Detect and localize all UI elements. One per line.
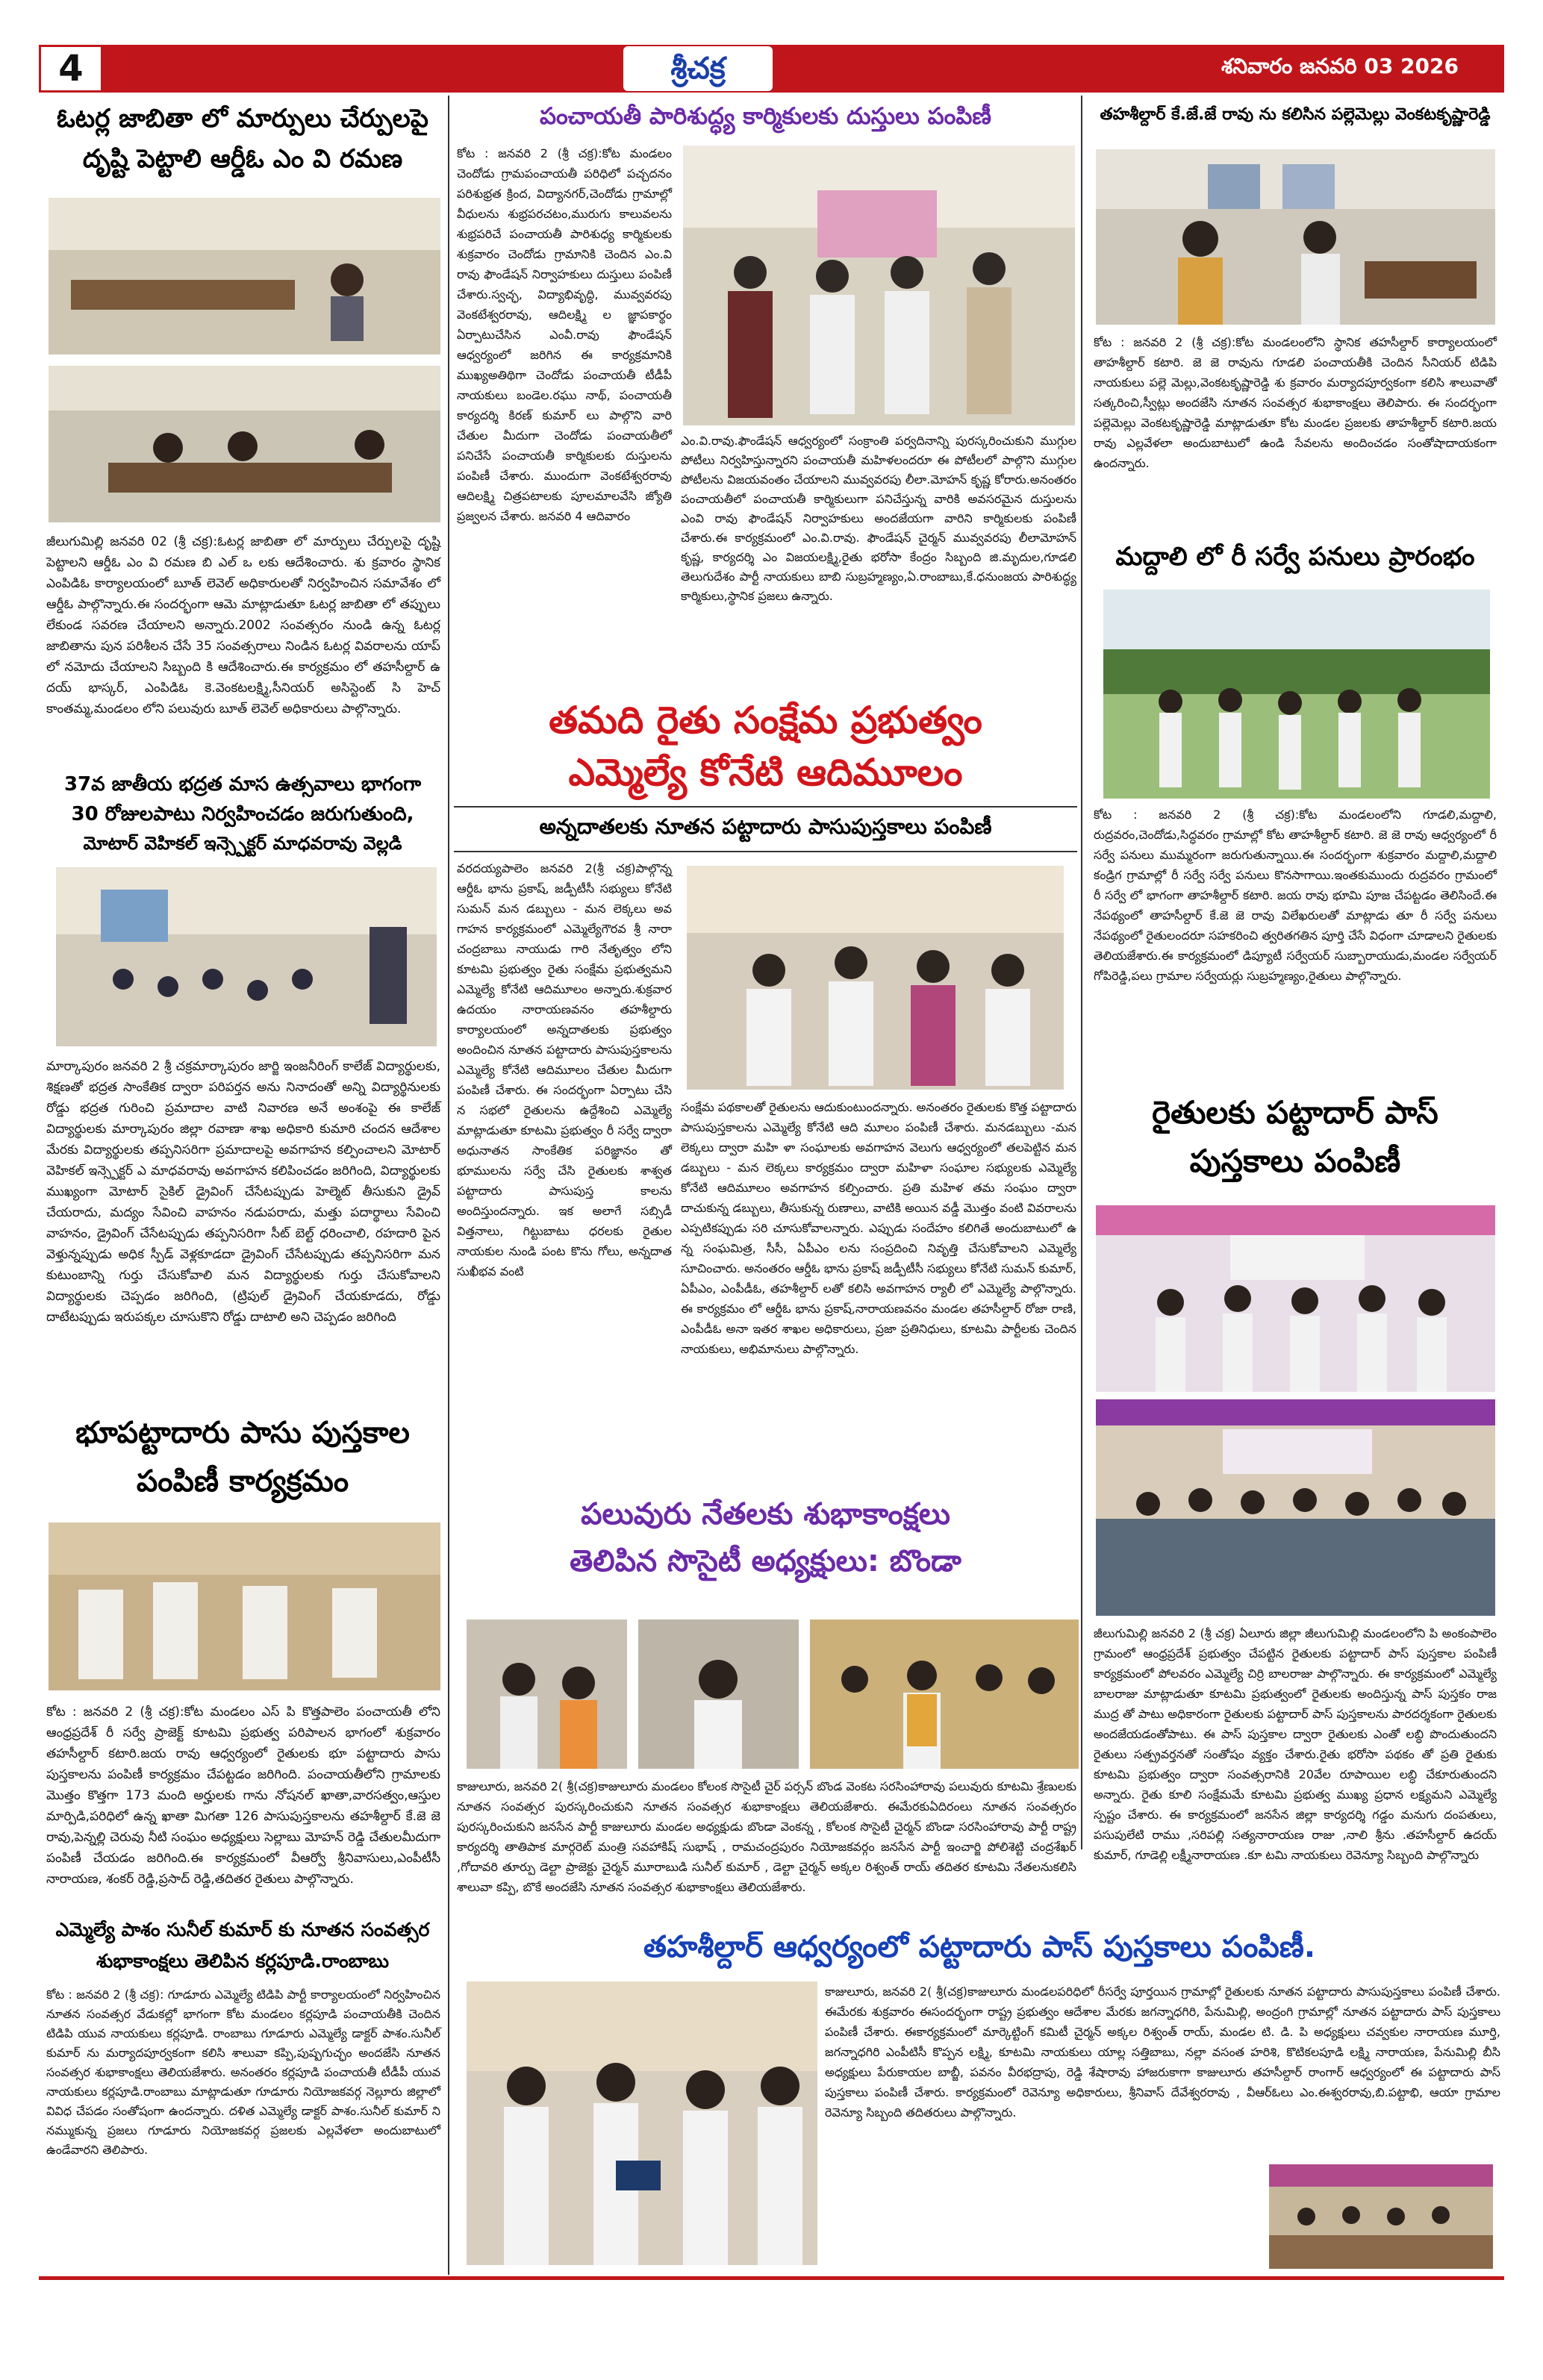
sanitation-caption: ఎం.వి.రావు.ఫౌండేషన్ ఆధ్వర్యంలో సంక్రాంతి పర్వదినాన్ని పురస్కరించుకుని ముగ్గుల పోటీలు నిర్వహిస్తున్నారని పంచాయతీ మహిళలందరూ ఈ పోటీలలో పాల్గొని ముగ్గుల పోటీలను విజయవంతం చేయాలని మువ్వవరపు లీలా.మోహన్ కృష్ణ కోరారు.అనంతరం పంచాయతీలో పంచాయతీ కార్మికులుగా పనిచేస్తున్న వారికి అవసరమైన దుస్తులను ఎంవి రావు ఫౌండేషన్ నిర్వాహకులు అందజేయగా వారిని కార్మికులకు పంపిణీ చేశారు.ఈ కార్యక్రమంలో ఎం.వి.రావు. ఫౌండేషన్ చైర్మన్ మువ్వవరపు లీలామోహన్ కృష్ణ, కార్యదర్శి ఎం విజయలక్ష్మి,రైతు భరోసా కేంద్రం సిబ్బంది జి.మృదుల,గూడలి తెలుగుదేశం పార్టీ నాయకులు బాబి సుబ్రహ్మణ్యం,ఏ.రాంబాబు,కే.ధనుంజయ పారిశుద్ధ్య కార్మికులు,స్థానిక ప్రజలు ఉన్నారు. xyxy=(681,434,1076,603)
logo-text: శ్రీచక్ర xyxy=(670,51,726,86)
welfare-body-left: వరదయ్యపాలెం జనవరి 2(శ్రీ చక్ర)పాల్గొన్న ఆర్డీఓ భాను ప్రకాష్, జడ్పీటీసీ సభ్యులు కోనేటి సుమన్ మన డబ్బులు - మన లెక్కలు అవ గాహన కార్యక్రమంలో ఎమ్మెల్యేగౌరవ శ్రీ నారా చంద్రబాబు నాయుడు గారి నేతృత్వం లోని కూటమి ప్రభుత్వం రైతు సంక్షేమ ప్రభుత్వమని ఎమ్మెల్యే కోనేటి ఆదిమూలం అన్నారు.శుక్రవార ఉదయం నారాయణవనం తహశీల్దారు కార్యాలయంలో అన్నదాతలకు ప్రభుత్వం అందించిన నూతన పట్టాదారు పాసుపుస్తకాలను ఎమ్మెల్యే కోనేటి ఆదిమూలం చేతుల మీదుగా పంపిణీ చేశారు. ఈ సందర్భంగా ఏర్పాటు చేసి న సభలో రైతులను ఉద్దేశించి ఎమ్మెల్యే మాట్లాడుతూ కూటమి ప్రభుత్వం రీ సర్వే ద్వారా అధునాతన సాంకేతిక పరిజ్ఞానం తో భూములను సర్వే చేసి రైతులకు శాశ్వత పట్టాదారు పాసుపుస్త కాలను అందిస్తుందన్నారు. ఇక అలాగే సబ్సిడీ విత్తనాలు, గిట్టుబాటు ధరలకు రైతుల నాయకుల నుండి పంట కొను గోలు, అన్నదాత సుఖీభవ వంటి xyxy=(457,861,672,1278)
welfare-rule-bottom xyxy=(454,851,1077,852)
welfare-rule-top xyxy=(454,806,1077,808)
tahsildar-kota-headline: తహశీల్దార్ కే.జే.జే రావు ను కలిసిన పల్లెమెల్లు వెంకటకృష్ణారెడ్డి xyxy=(1100,105,1491,124)
tahsildar-passbooks-headline: తహశీల్దార్ ఆధ్వర్యంలో పట్టాదారు పాస్ పుస్తకాలు పంపిణీ. xyxy=(643,1930,1316,1964)
sanitation-body: కోట : జనవరి 2 (శ్రీ చక్ర):కోట మండలం చెందోడు గ్రామపంచాయతీ పరిధిలో పచ్చదనం పరిశుభ్రత క్రింద, విద్యానగర్,చెందోడు గ్రామాల్లో వీధులను శుభ్రపరచటం,మురుగు కాలువలను శుభ్రపరిచే పంచాయతీ పారిశుధ్య కార్మికులకు శుక్రవారం చెందోడు గ్రామానికి చెందిన ఎం.వి రావు ఫౌండేషన్ నిర్వాహకులు దుస్తులు పంపిణీ చేశారు.స్వచ్ఛ, విద్యాభివృద్ధి, మువ్వవరపు వెంకటేశ్వరరావు, ఆదిలక్ష్మి ల జ్ఞాపకార్థం ఏర్పాటుచేసిన ఎంవీ.రావు ఫౌండేషన్ ఆధ్వర్యంలో జరిగిన ఈ కార్యక్రమానికి ముఖ్యఅతిథిగా చెందోడు పంచాయతీ టీడీపీ నాయకులు బండెల.రఘు నాథ్, పంచాయతీ కార్యదర్శి కిరణ్ కుమార్ లు పాల్గొని వారి చేతుల మీదుగా చెందోడు పంచాయతీలో పనిచేసే పంచాయతీ కార్మికులకు దుస్తులను పంపిణీ చేశారు. ముందుగా వెంకటేశ్వరరావు ఆదిలక్ష్మి చిత్రపటాలకు పూలమాలవేసి జ్యోతి ప్రజ్వలన చేశారు. జనవరి 4 ఆదివారం xyxy=(457,146,672,523)
farmers-passbooks-body: జీలుగుమిల్లి జనవరి 2 (శ్రీ చక్ర) ఏలూరు జిల్లా జీలుగుమిల్లి మండలంలోని పి అంకంపాలెం గ్రామంలో ఆంధ్రప్రదేశ్ ప్రభుత్వం చేపట్టిన రైతులకు పట్టాదార్ పాస్ పుస్తకాల పంపిణీ కార్యక్రమంలో పోలవరం ఎమ్మెల్యే చిర్రి బాలరాజు పాల్గొన్నారు. ఈ కార్యక్రమంలో ఎమ్మెల్యే బాలరాజు మాట్లాడుతూ కూటమి ప్రభుత్వంలో రైతులకు అందిస్తున్న పాస్ పుస్తకం రాజ ముద్ర తో పాటు అధికారంగా రైతులకు పట్టాదార్ పాస్ పుస్తకాలను పారదర్శకంగా రైతులకు అందజేయడంతోపాటు. ఈ పాస్ పుస్తకాల ద్వారా రైతులకు ఎంతో లబ్ధి పొందుతుందని రైతులు సత్ప్రవర్తనతో సంతోషం వ్యక్తం చేశారు.రైతు భరోసా పథకం తో ప్రతి రైతుకు కూటమి ప్రభుత్వం ద్వారా సంవత్సరానికి 20వేల రూపాయిల లబ్ధి చేకూరుతుందని అన్నారు. రైతు కూలి సంక్షేమమే కూటమి ప్రభుత్వ ముఖ్య ప్రధాన లక్ష్యమని ఎమ్మెల్యే స్పష్టం చేశారు. ఈ కార్యక్రమంలో జనసేన జిల్లా కార్యదర్శి గడ్డం మనుగు దంపతులు, పసుపులేటి రాము ,సరిపల్లి సత్యనారాయణ రాజు ,నాలి శ్రీను .తహసీల్దార్ ఉదయ్ కుమార్, గూడెల్లి లక్ష్మీనారాయణ .కూ టమి నాయకులు రెవెన్యూ సిబ్బంది పాల్గొన్నారు xyxy=(1094,1626,1497,1862)
voters-body: జీలుగుమిల్లి జనవరి 02 (శ్రీ చక్ర):ఓటర్ల జాబితా లో మార్పులు చేర్పులపై దృష్టి పెట్టాలని ఆర్డీఓ ఎం వి రమణ బి ఎల్ ఒ లకు ఆదేశించారు. శు క్రవారం స్థానిక ఎంపిడిఓ కార్యాలయంలో బూత్ లెవెల్ అధికారులతో నిర్వహించిన సమావేశం లో ఆర్డీఓ పాల్గొన్నారు.ఈ సందర్భంగా ఆమె మాట్లాడుతూ ఓటర్ల జాబితా లో తప్పులు లేకుండ సవరణ చేయాలని అన్నారు.2002 సంవత్సరం నుండి ఉన్న ఓటర్ల జాబితాను పున పరిశీలన చేసే 35 సంవత్సరాలు నిండిన ఓటర్ల వివరాలను యాప్ లో నమోదు చేయాలని సిబ్బంది కి ఆదేశించారు.ఈ కార్యక్రమం లో తహసీల్దార్ ఉ దయ్ భాస్కర్, ఎంపిడిఓ కె.వెంకటలక్ష్మి,సీనియర్ అసిస్టెంట్ సి హెచ్ కాంతమ్మ,మండలం లోని పలువురు బూత్ లెవెల్ అధికారులు పాల్గొన్నారు. xyxy=(46,534,440,716)
bhu-passbooks-headline-1: భూపట్టాదారు పాసు పుస్తకాల xyxy=(75,1416,410,1450)
tahsildar-kota-photo xyxy=(1096,149,1495,325)
welfare-body-right: సంక్షేమ పథకాలతో రైతులను ఆదుకుంటుందన్నారు. అనంతరం రైతులకు కొత్త పట్టాదారు పాసుపుస్తకాలను ఎమ్మెల్యే కోనేటి ఆది మూలం పంపిణీ చేశారు. మనడబ్బులు -మన లెక్కలు ద్వారా మహి ళా సంఘాలకు అవగాహన వెలుగు ఆధ్వర్యంలో తలపెట్టిన మన డబ్బులు - మన లెక్కలు కార్యక్రమం ద్వారా మహిళా సంఘాల సభ్యులకు ఎమ్మెల్యే కోనేటి ఆదిమూలం అవగాహన కల్పించారు. ప్రతి మహిళ తమ సంఘం ద్వారా దాచుకున్న డబ్బులు, తీసుకున్న రుణాలు, వాటికి అయిన వడ్డీ మొత్తం వంటి వివరాలను ఎప్పటికప్పుడు సరి చూసుకోవాలన్నారు. ఎప్పుడు సందేహం కలిగితే అందుబాటులో ఉ న్న సంఘమిత్ర, సీసీ, ఏపీఎం లను సంప్రదించి నివృత్తి చేసుకోవాలని ఎమ్మెల్యే సూచించారు. అనంతరం ఆర్డీఓ భాను ప్రకాష్ జడ్పీటీసీ సభ్యులు కోనేటి సుమన్ కుమార్, ఏపీఎం, ఎంపీడీఓ, తహశీల్దార్ లతో కలిసి అవగాహన ర్యాలీ లో ఎమ్మెల్యే పాల్గొన్నారు. ఈ కార్యక్రమం లో ఆర్డీఓ భాను ప్రకాష్,నారాయణవనం మండల తహసీల్దార్ రోజా రాణి, ఎంపీడీఓ అనా ఇతర శాఖల అధికారులు, ప్రజా ప్రతినిధులు, కూటమి పార్టీలకు చెందిన నాయకులు, అభిమానులు పాల్గొన్నారు. xyxy=(681,1100,1076,1356)
mla-wishes-headline-2: శుభాకాంక్షలు తెలిపిన కర్లపూడి.రాంబాబు xyxy=(96,1950,389,1972)
farmers-passbooks-headline-1: రైతులకు పట్టాదార్ పాస్ xyxy=(1152,1094,1438,1131)
issue-date: శనివారం జనవరి 03 2026 xyxy=(1221,54,1459,78)
road-safety-headline-2: 30 రోజులపాటు నిర్వహించడం జరుగుతుంది, xyxy=(71,803,414,825)
welfare-passbook-photo xyxy=(687,866,1064,1090)
voters-headline-1: ఓటర్ల జాబితా లో మార్పులు చేర్పులపై xyxy=(57,104,428,134)
welfare-headline-2: ఎమ్మెల్యే కోనేటి ఆదిమూలం xyxy=(568,751,963,794)
road-safety-body: మార్కాపురం జనవరి 2 శ్రీ చక్రమార్కాపురం జార్జి ఇంజనీరింగ్ కాలేజ్ విద్యార్థులకు, శిక్షణతో భద్రత సాంకేతిక ద్వారా పరిపర్తన అను నినాదంతో అన్ని విద్యార్థినులకు రోడ్డు భద్రత గురించి ప్రమాదాల వాటి నివారణ అనే అంశంపై ఈ కాలేజ్ విద్యార్థులకు మార్కాపురం జిల్లా రవాణా శాఖ అధికారి కుమారి చందన ఆదేశాల మేరకు విద్యార్థులకు తప్పనిసరిగా ప్రమాదాలపై అవగాహన కల్పించాలని మోటార్ వెహికల్ ఇన్స్పెక్టర్ ఎ మాధవరావు అవగాహన కలిపించడం జరిగింది, విద్యార్థులకు ముఖ్యంగా మోటార్ సైకిల్ డ్రైవింగ్ చేసేటప్పుడు హెల్మెట్ తీసుకుని డ్రైవ్ చేయరాదు, మద్యం సేవించి వాహనం నడుపరాదు, మత్తు పదార్థాలు సేవించి వాహనం, డ్రైవింగ్ చేసేటప్పుడు తప్పనిసరిగా సీట్ బెల్ట్ ధరించాలి, రహదారి పైన వెళ్తున్నప్పుడు అధిక స్పీడ్ వెళ్లకూడదా డ్రైవింగ్ చేసేటప్పుడు తప్పనిసరిగా మన కుటుంబాన్ని గుర్తు చేసుకోవాలి మన విద్యార్థులకు గుర్తు చేసుకోవాలని విద్యార్థులకు చెప్పడం జరిగింది, (ట్రిపుల్ డ్రైవింగ్ చేయకూడదు, రోడ్డు దాటేటప్పుడు ఇరుపక్కల చూసుకొని రోడ్డు దాటాలి అని చెప్పడం జరిగింది xyxy=(46,1059,440,1325)
bhu-passbooks-headline-2: పంపిణీ కార్యక్రమం xyxy=(136,1464,349,1499)
tahsildar-passbooks-photo-2 xyxy=(1269,2164,1493,2269)
society-photo-3 xyxy=(810,1620,1079,1769)
bhu-passbooks-photo xyxy=(49,1522,440,1690)
mla-wishes-headline-1: ఎమ్మెల్యే పాశం సునీల్ కుమార్ కు నూతన సంవత్సర xyxy=(55,1919,430,1940)
road-safety-headline-3: మోటార్ వెహికల్ ఇన్స్పెక్టర్ మాధవరావు వెల్లడి xyxy=(83,833,402,854)
tahsildar-passbooks-body: కాజులూరు, జనవరి 2( శ్రీ(చక్ర)కాజులూరు మండలపరిధిలో రీసర్వే పూర్తయిన గ్రామాల్లో రైతులకు నూతన పట్టాదారు పాసుపుస్తకాలు పంపిణీ చేశారు. ఈమేరకు శుక్రవారం ఈసందర్భంగా రాష్ట్ర ప్రభుత్వం ఆదేశాల మేరకు జగన్నాధగిరి, పేనుమిల్లి, అంద్రంగి గ్రామాల్లో నూతన పట్టాదారు పాస్ పుస్తకాలు పంపిణీ చేశారు. ఈకార్యక్రమంలో మార్కెట్టింగ్ కమిటీ చైర్మన్ అక్కల రిశ్వంత్ రాయ్, మండల టి. డి. పి అధ్యక్షులు చవ్వకుల నారాయణ మూర్తి, జగన్నాధగిరి ఎంపీటిసీ కొప్పన లక్ష్మి, కూటమి నాయకులు యాల్ల సత్తిబాబు, నల్లా వసంత హరిశి, కొటికలపూడి లక్ష్మి నారాయణ, పేనుమిల్లి బీసి అధ్యక్షులు పేరుకాయల బాబ్జీ, పవనం వీరభద్రాపు, రెడ్డి శేషారావు హాజరుకాగా కాజులూరు తహసీల్దార్ రాంగార్ ఆధ్వర్యంలో ఈ పట్టాదారు పాస్ పుస్తకాలు పంపిణీ చేశారు. కార్యక్రమంలో రెవెన్యూ అధికారులు, శ్రీనివాస్ దేవేశ్వరరావు , వీఆర్ఓలు ఎం.ఈశ్వరరావు,బి.పట్టాభి, ఆయా గ్రామాల రెవెన్యూ సిబ్బంది తదితరులు పాల్గొన్నారు. xyxy=(825,1984,1500,2120)
farmers-passbooks-headline-2: పుస్తకాలు పంపిణీ xyxy=(1189,1143,1401,1179)
tahsildar-kota-body: కోట : జనవరి 2 (శ్రీ చక్ర):కోట మండలంలోని స్థానిక తహసీల్దార్ కార్యాలయంలో తాహశీల్దార్ కటారి. జె జె రావును గూడలి పంచాయతీకి చెందిన సీనియర్ టిడిపి నాయకులు పల్లె మెల్లు,వెంకటకృష్ణారెడ్డి శు క్రవారం మర్యాదపూర్వకంగా కలిసి శాలువాతో సత్కరించి,స్వీట్లు అందజేసి నూతన సంవత్సర శుభాకాంక్షలు తెలిపారు. ఈ సందర్భంగా పల్లెమెల్లు వెంకటకృష్ణారెడ్డి మాట్లాడుతూ కోట మండల ప్రజలకు తాహశీల్దార్ కటారి.జయ రావు ఎల్లవేళలా అందుబాటులో ఉండి సేవలను అందించడం సంతోషాదాయకంగా ఉందన్నారు. xyxy=(1094,335,1497,470)
voters-meeting-photo-1 xyxy=(49,198,440,354)
column-rule-1 xyxy=(448,96,449,2275)
sanitation-headline: పంచాయతీ పారిశుద్ధ్య కార్మికులకు దుస్తులు పంపిణీ xyxy=(540,103,991,130)
road-safety-classroom-photo xyxy=(56,867,437,1046)
welfare-headline-1: తమది రైతు సంక్షేమ ప్రభుత్వం xyxy=(549,699,982,742)
newspaper-logo[interactable] xyxy=(623,46,773,91)
resurvey-body: కోట : జనవరి 2 (శ్రీ చక్ర):కోట మండలంలోని గూడలి,మద్దాలి, రుద్రవరం,చెందోడు,సిద్ధవరం గ్రామాల్లో కోట తాహశీల్దార్ కటారి. జె జె రావు ఆధ్వర్యంలో రీ సర్వే పనులు ముమ్మరంగా జరుగుతున్నాయి.ఈ సందర్భంగా శుక్రవారం మద్దాలి,మద్దాలి కండ్రిగ గ్రామాల్లో రీ సర్వే సర్వే పనులు కొనసాగాయి.ఇంతకుముందు రుద్రవరం గ్రామంలో రీ సర్వే లో భాగంగా తాహశీల్దార్ కటారి. జయ రావు భూమి పూజ చేపట్టడం తెలిసిందే.ఈ నేపథ్యంలో తాహసీల్దార్ కే.జె జె రావు విలేఖరులతో మాట్లాడు తూ రీ సర్వే పనులు నేపథ్యంలో రైతులందరూ సహకరించి త్వరితగతిన పూర్తి చేసే విధంగా చూడాలని రైతులకు తెలియజేశారు.ఈ కార్యక్రమంలో డిప్యూటీ సర్వేయర్ సుబ్బారాయుడు,మండల సర్వేయర్ గోపిరెడ్డి,పలు గ్రామాల సర్వేయర్లు సుబ్రహ్మణ్యం,రైతులు పాల్గొన్నారు. xyxy=(1094,808,1497,983)
society-photo-1 xyxy=(467,1620,627,1769)
bhu-passbooks-body: కోట : జనవరి 2 (శ్రీ చక్ర):కోట మండలం ఎస్ పి కొత్తపాలెం పంచాయతీ లోని ఆంధ్రప్రదేశ్ రీ సర్వే ప్రాజెక్ట్ కూటమి ప్రభుత్వ పరిపాలన భాగంలో శుక్రవారం తహసీల్దార్ కటారి.జయ రావు ఆధ్వర్యంలో రైతులకు భూ పట్టాదారు పాసు పుస్తకాలను పంపిణీ కార్యక్రమం చేపట్టడం జరిగింది. పంచాయతీలోని గ్రామాలకు మొత్తం కొత్తగా 173 మంది అర్హులకు గాను నోషనల్ ఖాతా,వారసత్వం,ఆస్తుల మార్పిడి,పరిధిలో ఉన్న ఖాతా మిగతా 126 పాసుపుస్తకాలను తహశీల్దార్ కే.జె జె రావు,పెన్నల్లి చెరువు నీటి సంఘం అధ్యక్షులు సెల్లాబు మోహన్ రెడ్డి చేతులమీదుగా పంపిణీ చేయడం జరిగింది.ఈ కార్యక్రమంలో వీఆర్వో శ్రీనివాసులు,ఎంపీటీసీ నారాయణ, శంకర్ రెడ్డి,ప్రసాద్ రెడ్డి,తదితర రైతులు పాల్గొన్నారు. xyxy=(46,1705,440,1887)
voters-headline-2: దృష్టి పెట్టాలి ఆర్డీఓ ఎం వి రమణ xyxy=(82,144,403,174)
road-safety-headline-1: 37వ జాతీయ భద్రత మాస ఉత్సవాలు భాగంగా xyxy=(63,773,422,796)
mla-wishes-body: కోట : జనవరి 2 (శ్రీ చక్ర): గూడూరు ఎమ్మెల్యే టిడిపి పార్టీ కార్యాలయంలో నిర్వహించిన నూతన సంవత్సర వేడుకల్లో భాగంగా కోట మండలం కర్లపూడి పంచాయతీకి చెందిన టిడిపి యువ నాయకులు కర్లపూడి. రాంబాబు గూడూరు ఎమ్మెల్యే డాక్టర్ పాశం.సునీల్ కుమార్ ను మర్యాదపూర్వకంగా కలిసి శాలువా కప్పి,పుష్పగుచ్ఛం అందజేసి నూతన సంవత్సర శుభాకాంక్షలు తెలియజేశారు. అనంతరం కర్లపూడి పంచాయతీ టీడీపీ యువ నాయకులు కర్లపూడి.రాంబాబు మాట్లాడుతూ గూడూరు నియోజకవర్గ నెల్లూరు జిల్లాలో వివిధ చేపడం సంతోషంగా ఉందన్నారు. దళిత ఎమ్మెల్యే డాక్టర్ పాశం.సునీల్ కుమార్ ని నమ్ముకున్న ప్రజలు గూడూరు నియోజకవర్గ ప్రజలకు ఎల్లవేళలా అందుబాటులో ఉండేవారని తెలిపారు. xyxy=(46,1987,440,2157)
page-number: 4 xyxy=(39,45,103,93)
society-photo-2 xyxy=(638,1620,799,1769)
society-headline-2: తెలిపిన సొసైటీ అధ్యక్షులు: బొండా xyxy=(570,1544,961,1578)
resurvey-field-photo xyxy=(1103,590,1490,799)
farmers-passbooks-photo-2 xyxy=(1096,1399,1495,1616)
farmers-passbooks-photo-1 xyxy=(1096,1205,1495,1392)
society-body: కాజులూరు, జనవరి 2( శ్రీ(చక్ర)కాజులూరు మండలం కోలంక సొసైటీ చైర్ పర్సన్ బొండ వెంకట సరసింహారావు పలువురు కూటమి శ్రేణులకు నూతన సంవత్సర పురస్కరించుకుని నూతన సంవత్సర శుభాకాంక్షలు తెలియజేశారు. ఈమేరకుఏదిరంలు నూతన సంవత్సరం పురస్కరించుకుని జనసేన పార్టీ కాజులూరు మండల అధ్యక్షుడు బొండా వెంకన్న , కోలంక సొసైటీ చైర్మన్ బొండా సరసింహారావు పార్టీ రాష్ట్ర కార్యదర్శి తాతిపాక మార్గరెట్ మంత్రి సవహాకిష్ సుభాష్ , రామచంద్రపురం నియోజకవర్గం జనసేన పార్టీ ఇంచార్జి పోలిశెట్టి చంద్రశేఖర్ ,గోదావరి తూర్పు డెల్టా ప్రాజెక్టు చైర్మన్ మూరాబుడి సునీల్ కుమార్ , డెల్టా చైర్మన్ అక్కల రిశ్వంత్ రాయ్ తదితర కూటమి నేతలనుకలిసి శాలువా కప్పి, బొకే అందజేసి నూతన సంవత్సర శుభాకాంక్షలు తెలియజేశారు. xyxy=(457,1779,1076,1894)
society-headline-1: పలువురు నేతలకు శుభాకాంక్షలు xyxy=(581,1497,950,1531)
sanitation-distribution-photo xyxy=(683,146,1075,425)
voters-meeting-photo-2 xyxy=(49,366,440,522)
footer-bar xyxy=(39,2276,1504,2280)
column-rule-2 xyxy=(1081,96,1082,1849)
resurvey-headline: మద్దాలి లో రీ సర్వే పనులు ప్రారంభం xyxy=(1115,542,1475,572)
welfare-subhead: అన్నదాతలకు నూతన పట్టాదారు పాసుపుస్తకాలు పంపిణీ xyxy=(539,814,992,839)
tahsildar-passbooks-photo-1 xyxy=(467,1981,817,2265)
